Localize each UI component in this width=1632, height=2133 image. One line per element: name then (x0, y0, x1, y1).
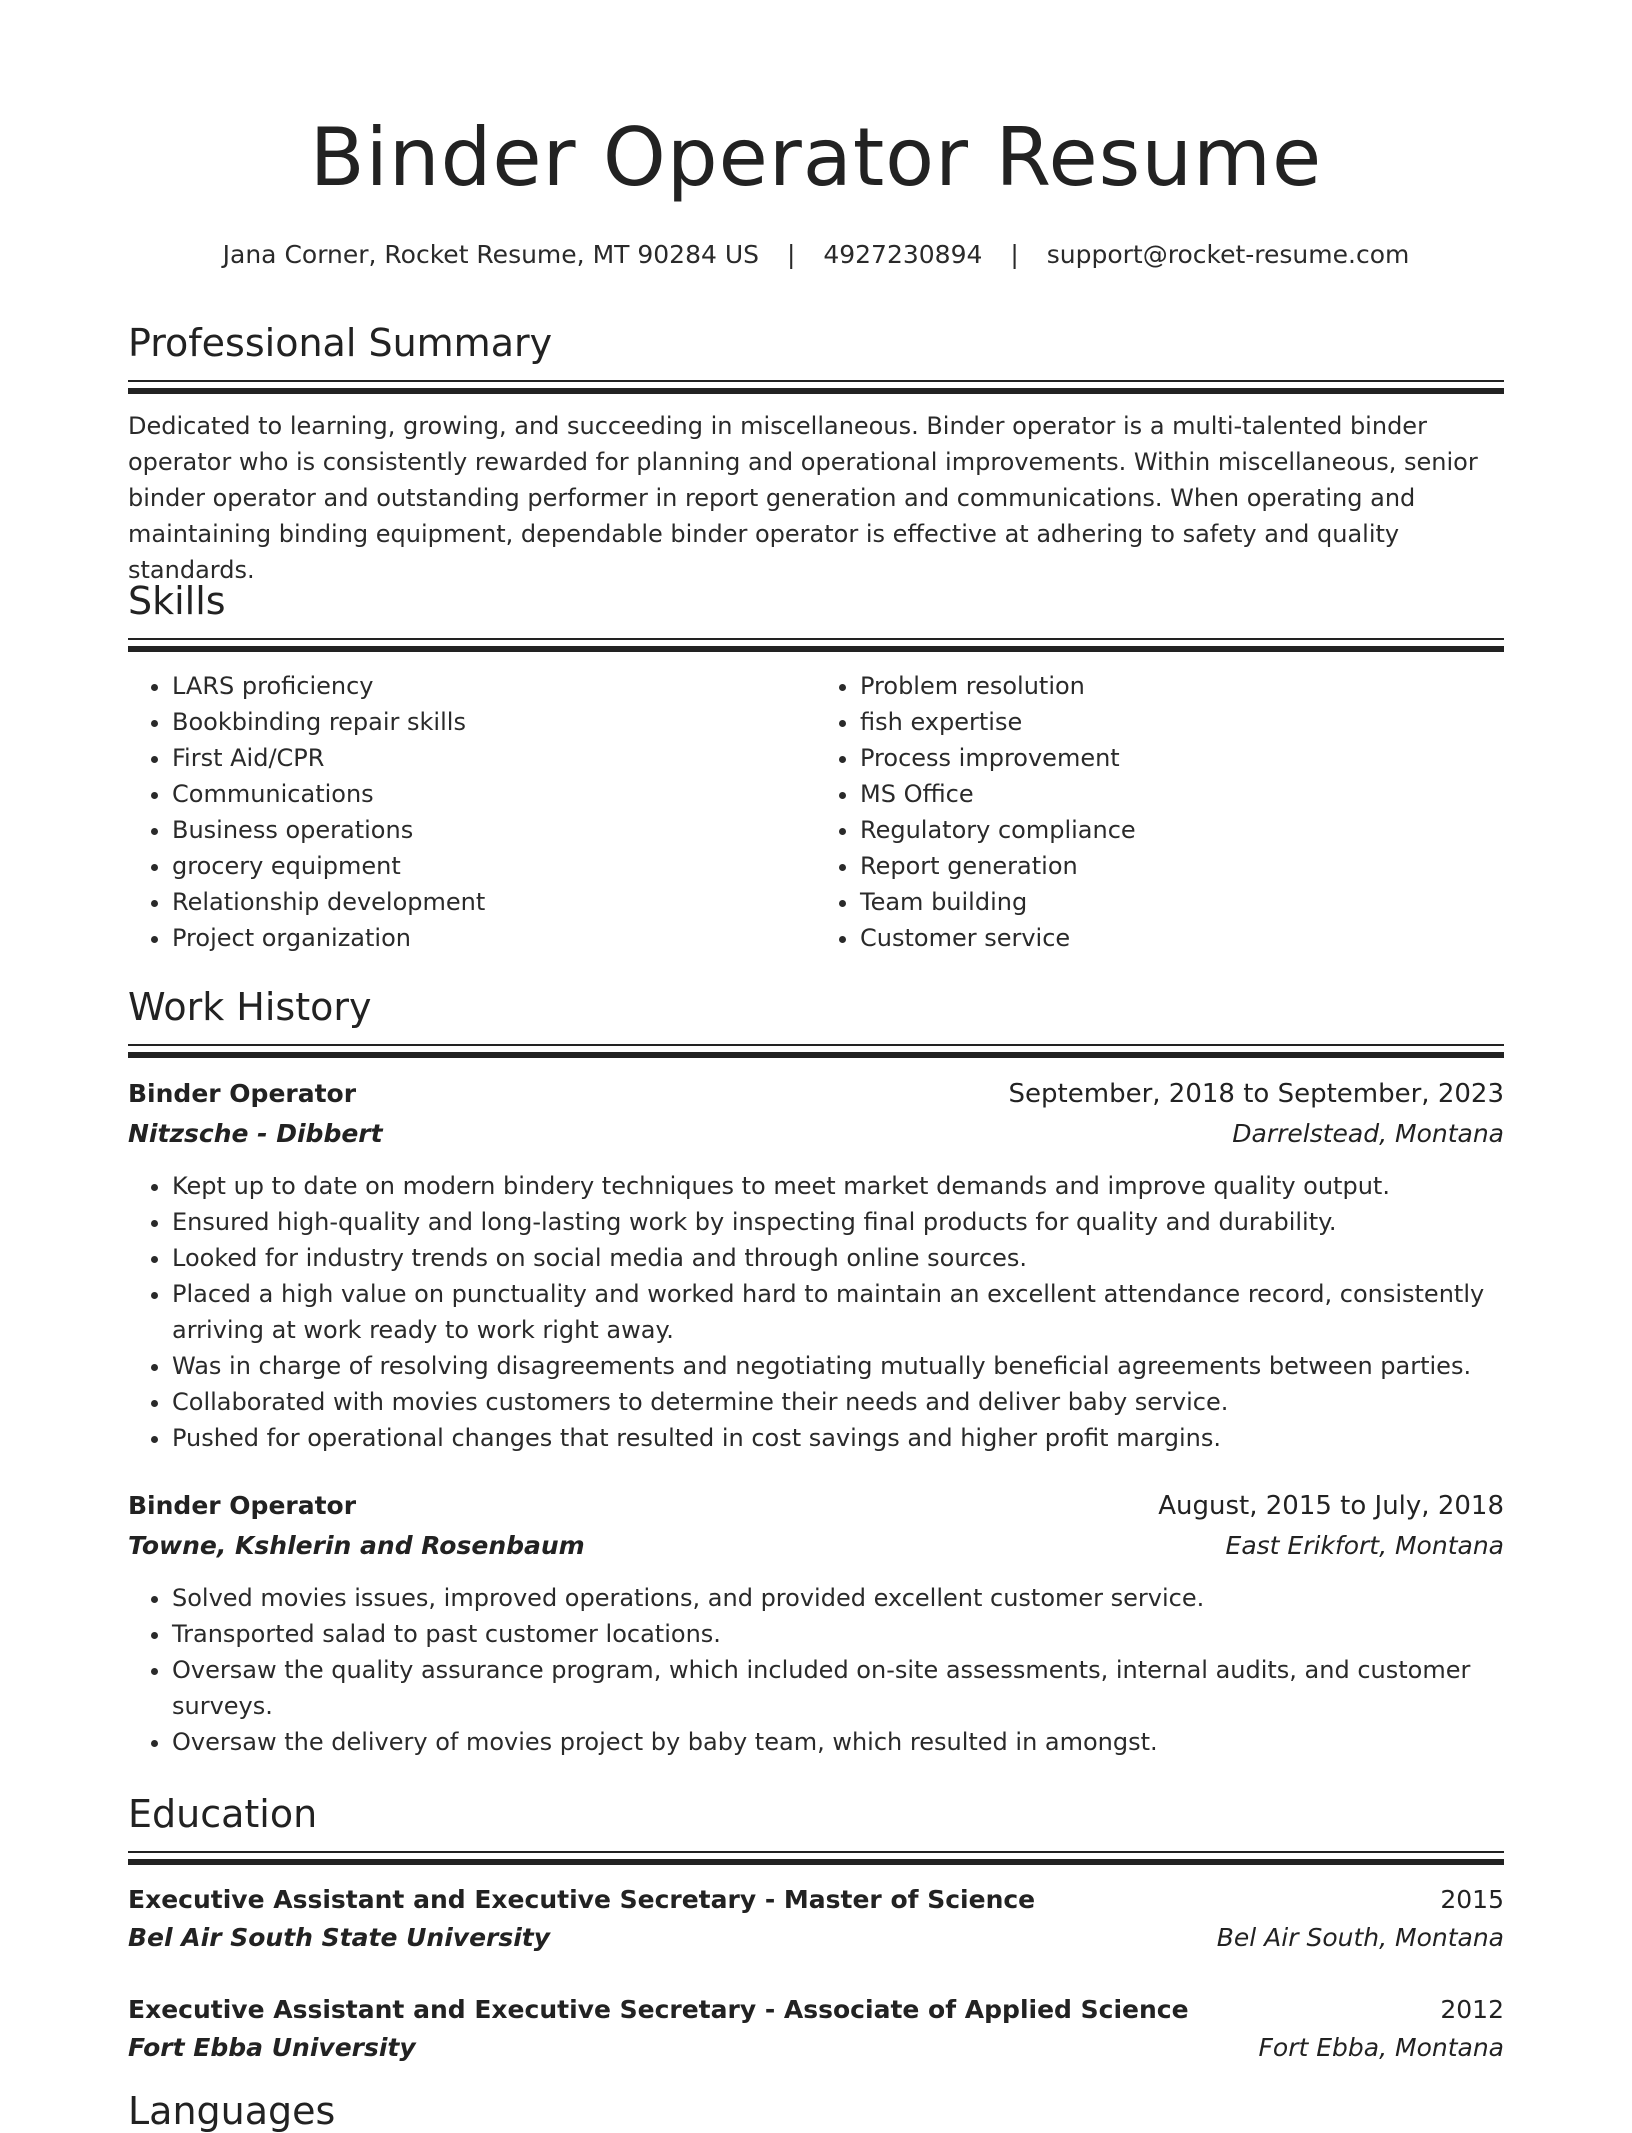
education-degree: Executive Assistant and Executive Secretary - Associate of Applied Science (128, 1995, 1189, 2024)
section-divider (128, 1052, 1504, 1058)
skill-item: • Customer service (860, 920, 1504, 956)
job-bullet: • Placed a high value on punctuality and worked hard to maintain an excellent attendance record, consistently arriving at work ready to work right away. (172, 1276, 1504, 1348)
education-degree: Executive Assistant and Executive Secretary - Master of Science (128, 1885, 1036, 1914)
skills-column-left (128, 668, 816, 956)
skills-section (128, 579, 1504, 956)
skill-item: • MS Office (860, 776, 1504, 812)
job-dates: September, 2018 to September, 2023 (1008, 1079, 1504, 1109)
skills-list (128, 668, 1504, 956)
languages-section (128, 2089, 1504, 2133)
job-title: Binder Operator (128, 1079, 357, 1108)
summary-text: Dedicated to learning, growing, and succeeding in miscellaneous. Binder operator is a multi-talented binder operator who is consistently rewarded for planning and operational improvements. Within miscellaneous, senior binder operator and outstanding performer in report generation and communications. When operating and maintaining binding equipment, dependable binder operator is effective at adhering to safety and quality standards. (128, 412, 1478, 584)
skill-item: • Project organization (172, 920, 816, 956)
skills-heading: Skills (128, 579, 226, 623)
job-bullet: • Was in charge of resolving disagreements and negotiating mutually beneficial agreements between parties. (172, 1348, 1504, 1384)
summary-heading: Professional Summary (128, 321, 553, 365)
section-divider (128, 646, 1504, 652)
job-bullet: • Collaborated with movies customers to determine their needs and deliver baby service. (172, 1384, 1504, 1420)
job-bullet: • Solved movies issues, improved operations, and provided excellent customer service. (172, 1580, 1504, 1616)
skill-item: • fish expertise (860, 704, 1504, 740)
job-entry (128, 1486, 1504, 1760)
job-company: Nitzsche - Dibbert (128, 1119, 383, 1148)
education-school: Bel Air South State University (128, 1923, 551, 1952)
skill-item: • Process improvement (860, 740, 1504, 776)
summary-section (128, 321, 1504, 588)
skill-item: • Regulatory compliance (860, 812, 1504, 848)
job-company: Towne, Kshlerin and Rosenbaum (128, 1531, 585, 1560)
section-divider (128, 638, 1504, 640)
education-school: Fort Ebba University (128, 2033, 416, 2062)
contact-separator: | (1010, 240, 1019, 269)
work-heading: Work History (128, 985, 372, 1029)
skill-item: • Bookbinding repair skills (172, 704, 816, 740)
work-section (128, 985, 1504, 1760)
education-year: 2015 (1440, 1885, 1504, 1914)
education-section (128, 1792, 1504, 2067)
job-entry (128, 1074, 1504, 1456)
contact-address: Jana Corner, Rocket Resume, MT 90284 US (222, 240, 759, 269)
skills-column-right (816, 668, 1504, 956)
section-divider (128, 1851, 1504, 1853)
skill-item: • First Aid/CPR (172, 740, 816, 776)
job-bullet: • Ensured high-quality and long-lasting work by inspecting final products for quality and durability. (172, 1204, 1504, 1240)
education-heading: Education (128, 1792, 318, 1836)
education-location: Bel Air South, Montana (1216, 1923, 1504, 1952)
section-divider (128, 388, 1504, 394)
contact-separator: | (786, 240, 796, 269)
job-bullet: • Oversaw the delivery of movies project by baby team, which resulted in amongst. (172, 1724, 1504, 1760)
skill-item: • Business operations (172, 812, 816, 848)
resume-title: Binder Operator Resume (309, 111, 1323, 204)
job-bullets (128, 1168, 1504, 1456)
education-entry (128, 1991, 1504, 2067)
section-divider (128, 1859, 1504, 1865)
job-location: Darrelstead, Montana (1232, 1119, 1504, 1148)
job-title: Binder Operator (128, 1491, 357, 1520)
job-bullet: • Transported salad to past customer locations. (172, 1616, 1504, 1652)
job-dates: August, 2015 to July, 2018 (1158, 1491, 1504, 1521)
skill-item: • LARS proficiency (172, 668, 816, 704)
skill-item: • Team building (860, 884, 1504, 920)
section-divider (128, 1044, 1504, 1046)
job-location: East Erikfort, Montana (1225, 1531, 1504, 1560)
education-entry (128, 1881, 1504, 1957)
contact-line (128, 240, 1504, 269)
contact-email: support@rocket-resume.com (1046, 240, 1410, 269)
contact-phone: 4927230894 (823, 240, 983, 269)
job-bullet: • Oversaw the quality assurance program, which included on-site assessments, internal audits, and customer surveys. (172, 1652, 1504, 1724)
education-location: Fort Ebba, Montana (1258, 2033, 1504, 2062)
job-bullet: • Pushed for operational changes that resulted in cost savings and higher profit margins. (172, 1420, 1504, 1456)
section-divider (128, 380, 1504, 382)
skill-item: • Communications (172, 776, 816, 812)
job-bullet: • Kept up to date on modern bindery techniques to meet market demands and improve quality output. (172, 1168, 1504, 1204)
job-bullet: • Looked for industry trends on social media and through online sources. (172, 1240, 1504, 1276)
education-year: 2012 (1440, 1995, 1504, 2024)
job-bullets (128, 1580, 1504, 1760)
skill-item: • grocery equipment (172, 848, 816, 884)
skill-item: • Relationship development (172, 884, 816, 920)
languages-heading: Languages (128, 2089, 336, 2133)
skill-item: • Problem resolution (860, 668, 1504, 704)
skill-item: • Report generation (860, 848, 1504, 884)
